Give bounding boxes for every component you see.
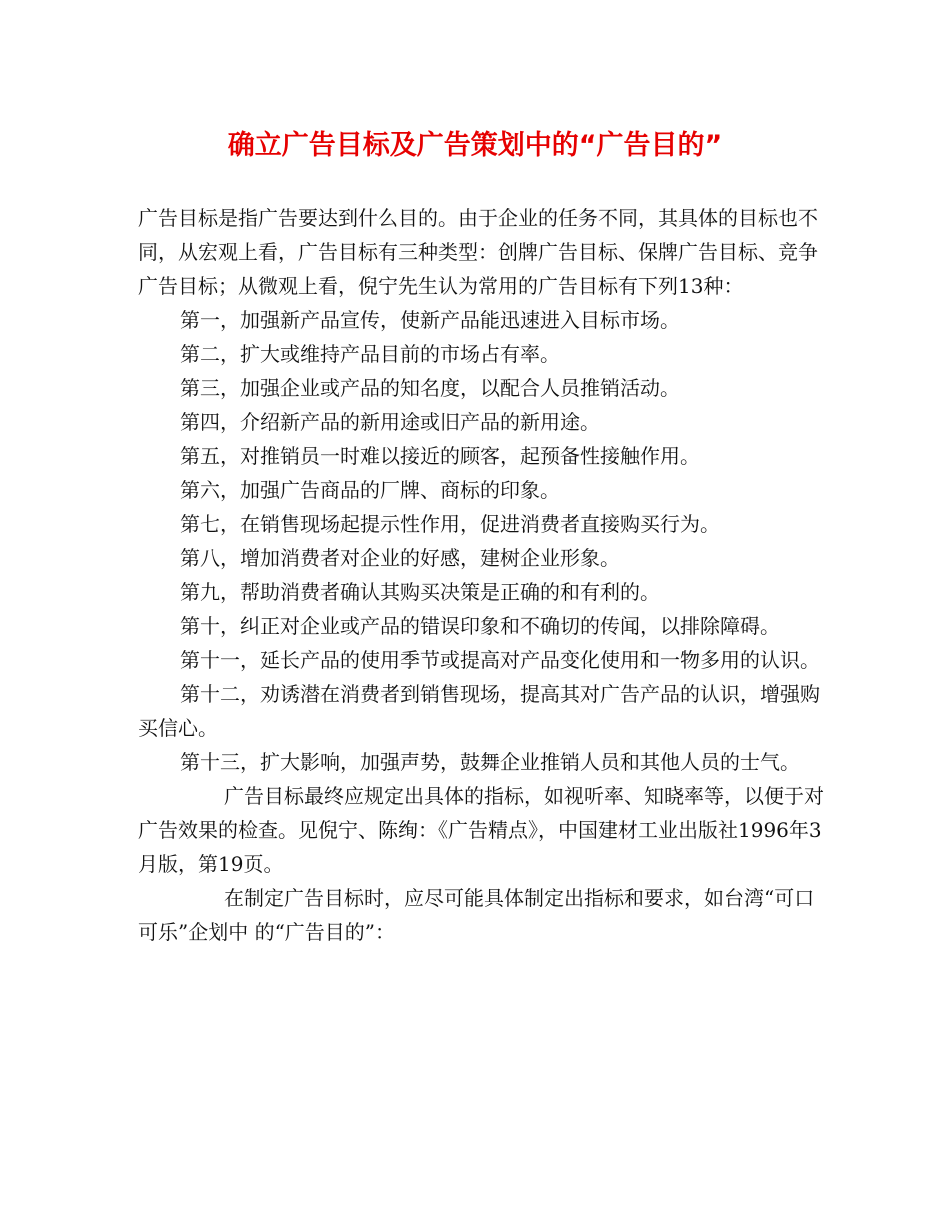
goal-item-10: 第十，纠正对企业或产品的错误印象和不确切的传闻，以排除障碍。 xyxy=(180,614,780,638)
goal-item-5: 第五，对推销员一时难以接近的顾客，起预备性接触作用。 xyxy=(180,444,700,468)
metrics-paragraph: 广告目标最终应规定出具体的指标，如视听率、知晓率等，以便于对广告效果的检查。见倪宁、陈绚：《广告精点》，中国建材工业出版社1996年3月版，第19页。 xyxy=(138,784,824,876)
goal-item-7: 第七，在销售现场起提示性作用，促进消费者直接购买行为。 xyxy=(180,512,720,536)
goal-item-3: 第三，加强企业或产品的知名度，以配合人员推销活动。 xyxy=(180,376,680,400)
document-body xyxy=(138,201,828,949)
document-title: 确立广告目标及广告策划中的“广告目的” xyxy=(227,130,723,161)
goal-item-1: 第一，加强新产品宣传，使新产品能迅速进入目标市场。 xyxy=(180,308,680,332)
goal-item-11: 第十一，延长产品的使用季节或提高对产品变化使用和一物多用的认识。 xyxy=(180,648,820,672)
intro-paragraph: 广告目标是指广告要达到什么目的。由于企业的任务不同，其具体的目标也不同，从宏观上看，广告目标有三种类型：创牌广告目标、保牌广告目标、竞争广告目标；从微观上看，倪宁先生认为常用的广告目标有下列13种： xyxy=(138,206,818,298)
goal-item-13: 第十三，扩大影响，加强声势，鼓舞企业推销人员和其他人员的士气。 xyxy=(180,750,800,774)
goal-item-4: 第四，介绍新产品的新用途或旧产品的新用途。 xyxy=(180,410,600,434)
goal-item-8: 第八，增加消费者对企业的好感，建树企业形象。 xyxy=(180,546,620,570)
goal-item-9: 第九，帮助消费者确认其购买决策是正确的和有利的。 xyxy=(180,580,660,604)
goal-item-12: 第十二，劝诱潜在消费者到销售现场，提高其对广告产品的认识，增强购买信心。 xyxy=(138,682,820,740)
goal-item-6: 第六，加强广告商品的厂牌、商标的印象。 xyxy=(180,478,560,502)
coca-cola-paragraph: 在制定广告目标时，应尽可能具体制定出指标和要求，如台湾“可口可乐”企划中 的“广告目的”： xyxy=(138,886,815,944)
goal-item-2: 第二，扩大或维持产品目前的市场占有率。 xyxy=(180,342,560,366)
